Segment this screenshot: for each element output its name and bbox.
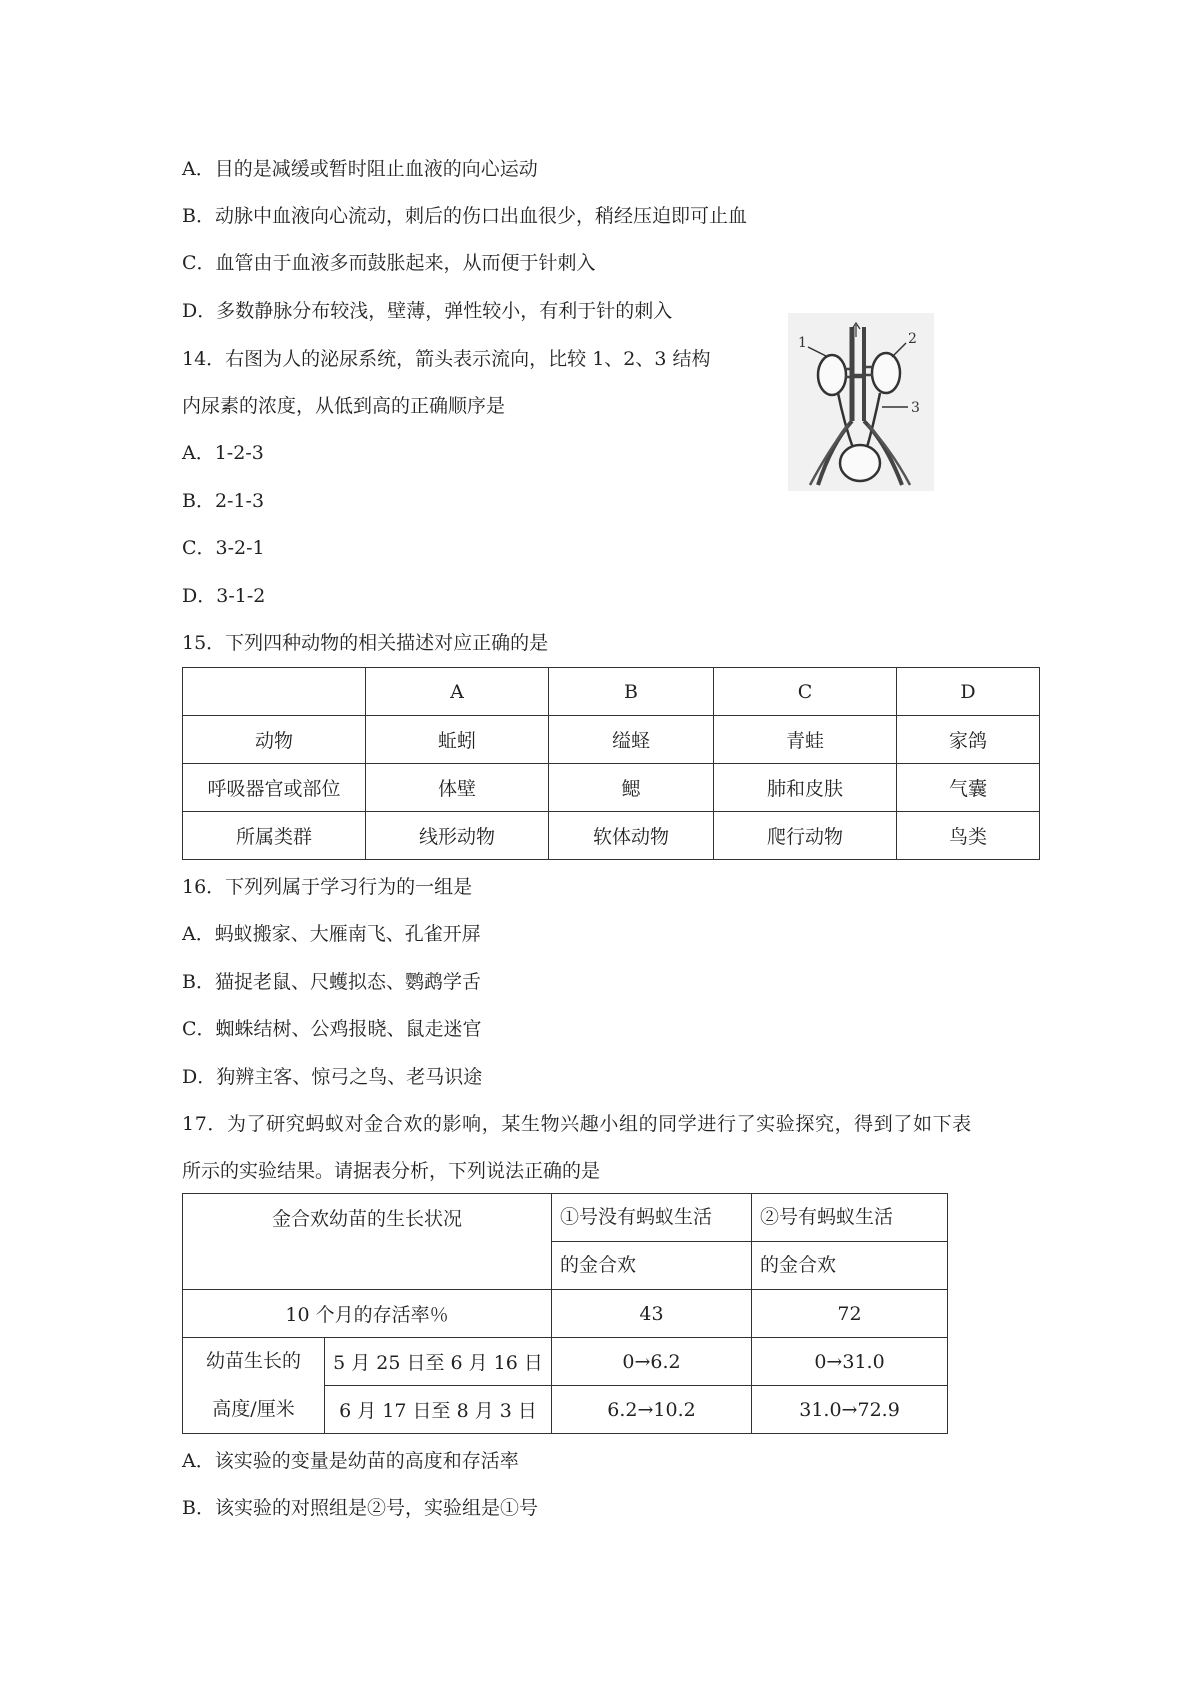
table-cell: C bbox=[714, 668, 897, 716]
table-cell: 72 bbox=[752, 1290, 948, 1338]
q16-option-d: D．狗辨主客、惊弓之鸟、老马识途 bbox=[182, 1066, 483, 1088]
table-row bbox=[183, 764, 1040, 812]
table-header-group2-line1: ②号有蚂蚁生活 bbox=[752, 1194, 948, 1242]
table-cell: 鳃 bbox=[549, 764, 714, 812]
q14-option-a: A．1-2-3 bbox=[182, 442, 264, 464]
q14-option-c: C．3-2-1 bbox=[182, 537, 265, 559]
table-row bbox=[183, 716, 1040, 764]
table-cell: 31.0→72.9 bbox=[752, 1386, 948, 1434]
table-header-row bbox=[183, 668, 1040, 716]
table-header-group2-line2: 的金合欢 bbox=[752, 1242, 948, 1290]
table-cell: 爬行动物 bbox=[714, 812, 897, 860]
figure-label-2: 2 bbox=[908, 331, 917, 347]
figure-label-3: 3 bbox=[911, 400, 920, 416]
table-row bbox=[183, 1290, 948, 1338]
q17-option-a: A．该实验的变量是幼苗的高度和存活率 bbox=[182, 1450, 519, 1472]
table-cell: 线形动物 bbox=[366, 812, 549, 860]
table-cell: B bbox=[549, 668, 714, 716]
q17-table bbox=[182, 1193, 948, 1434]
table-cell: A bbox=[366, 668, 549, 716]
table-cell: 0→31.0 bbox=[752, 1338, 948, 1386]
table-cell: 软体动物 bbox=[549, 812, 714, 860]
table-cell bbox=[183, 668, 366, 716]
q14-option-d: D．3-1-2 bbox=[182, 585, 266, 607]
table-cell: 0→6.2 bbox=[552, 1338, 752, 1386]
q13-option-a: A．目的是减缓或暂时阻止血液的向心运动 bbox=[182, 158, 538, 180]
table-cell: 青蛙 bbox=[714, 716, 897, 764]
q15-table bbox=[182, 667, 1040, 860]
q15-stem: 15．下列四种动物的相关描述对应正确的是 bbox=[182, 632, 549, 654]
table-cell: 家鸽 bbox=[897, 716, 1040, 764]
table-header-group1-line1: ①号没有蚂蚁生活 bbox=[552, 1194, 752, 1242]
q14-stem-line1: 14．右图为人的泌尿系统，箭头表示流向，比较 1、2、3 结构 bbox=[182, 348, 711, 370]
table-cell: 体壁 bbox=[366, 764, 549, 812]
figure-label-1: 1 bbox=[798, 335, 807, 351]
table-cell: 肺和皮肤 bbox=[714, 764, 897, 812]
table-cell-height-label-line2: 高度/厘米 bbox=[183, 1386, 325, 1434]
table-cell: 动物 bbox=[183, 716, 366, 764]
table-cell: 气囊 bbox=[897, 764, 1040, 812]
urinary-system-figure bbox=[788, 313, 934, 491]
q14-stem-line2: 内尿素的浓度，从低到高的正确顺序是 bbox=[182, 395, 506, 417]
q16-option-b: B．猫捉老鼠、尺蠖拟态、鹦鹉学舌 bbox=[182, 971, 481, 993]
table-cell: 呼吸器官或部位 bbox=[183, 764, 366, 812]
table-cell: 缢蛏 bbox=[549, 716, 714, 764]
table-cell: 所属类群 bbox=[183, 812, 366, 860]
q17-stem-line1: 17．为了研究蚂蚁对金合欢的影响，某生物兴趣小组的同学进行了实验探究，得到了如下表 bbox=[182, 1113, 972, 1135]
table-cell-survival-label: 10 个月的存活率％ bbox=[183, 1290, 552, 1338]
table-header-row bbox=[183, 1194, 948, 1242]
table-row bbox=[183, 1386, 948, 1434]
table-cell: 6.2→10.2 bbox=[552, 1386, 752, 1434]
table-cell: 鸟类 bbox=[897, 812, 1040, 860]
q16-stem: 16．下列列属于学习行为的一组是 bbox=[182, 876, 473, 898]
q13-option-d: D．多数静脉分布较浅，壁薄，弹性较小，有利于针的刺入 bbox=[182, 300, 673, 322]
q14-option-b: B．2-1-3 bbox=[182, 490, 265, 512]
table-cell: 6 月 17 日至 8 月 3 日 bbox=[325, 1386, 552, 1434]
table-cell: 5 月 25 日至 6 月 16 日 bbox=[325, 1338, 552, 1386]
table-row bbox=[183, 812, 1040, 860]
table-cell-height-label-line1: 幼苗生长的 bbox=[183, 1338, 325, 1386]
table-cell: D bbox=[897, 668, 1040, 716]
table-cell: 43 bbox=[552, 1290, 752, 1338]
q16-option-a: A．蚂蚁搬家、大雁南飞、孔雀开屏 bbox=[182, 923, 481, 945]
table-header-main: 金合欢幼苗的生长状况 bbox=[183, 1194, 552, 1290]
q16-option-c: C．蜘蛛结树、公鸡报晓、鼠走迷官 bbox=[182, 1018, 482, 1040]
q17-option-b: B．该实验的对照组是②号，实验组是①号 bbox=[182, 1497, 538, 1519]
q17-stem-line2: 所示的实验结果。请据表分析，下列说法正确的是 bbox=[182, 1160, 601, 1182]
q13-option-b: B．动脉中血液向心流动，刺后的伤口出血很少，稍经压迫即可止血 bbox=[182, 205, 747, 227]
table-row bbox=[183, 1338, 948, 1386]
q13-option-c: C．血管由于血液多而鼓胀起来，从而便于针刺入 bbox=[182, 252, 596, 274]
table-cell: 蚯蚓 bbox=[366, 716, 549, 764]
table-header-group1-line2: 的金合欢 bbox=[552, 1242, 752, 1290]
